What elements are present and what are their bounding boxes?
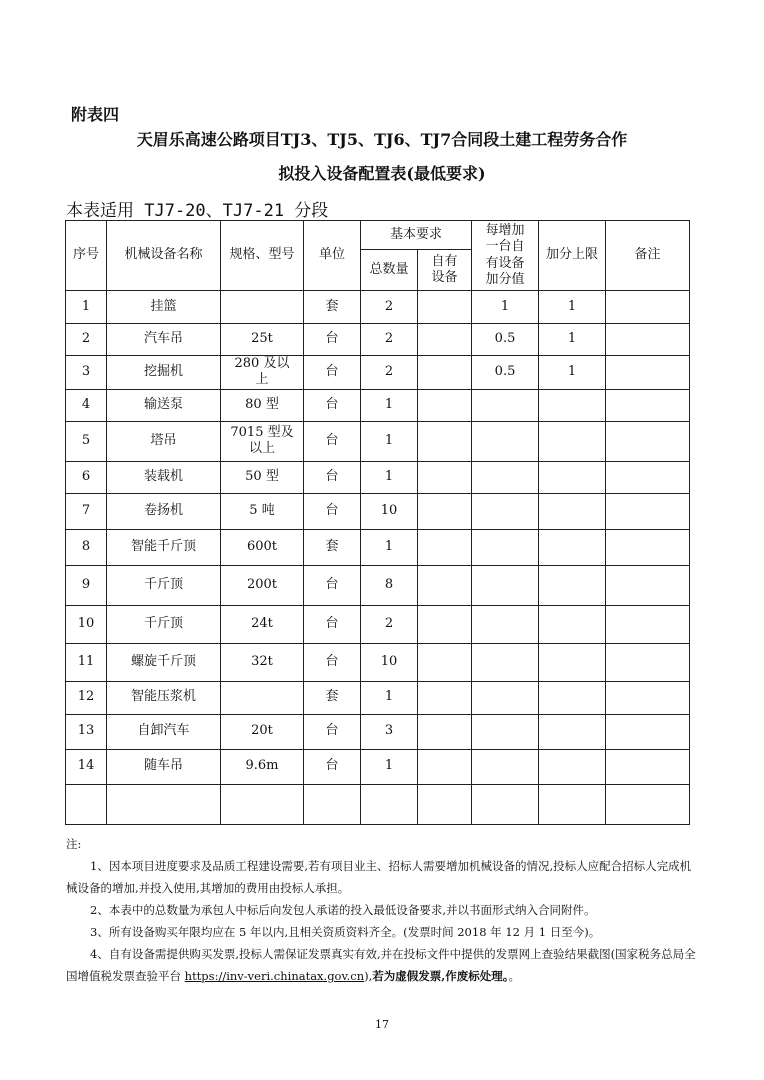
cell-unit: 台: [304, 493, 361, 529]
cell-spec: [221, 681, 304, 714]
header-name: 机械设备名称: [107, 221, 221, 291]
cell-cap: [539, 643, 606, 681]
header-bonus-per-unit: 每增加一台自有设备加分值: [472, 221, 539, 291]
cell-spec: 280 及以上: [221, 356, 304, 390]
cell-cap: [539, 749, 606, 784]
table-row: [66, 356, 690, 390]
header-total-qty: 总数量: [361, 250, 418, 291]
cell-own: [418, 784, 472, 824]
cell-bonus: 0.5: [472, 324, 539, 356]
cell-cap: [539, 529, 606, 565]
cell-remarks: [606, 493, 690, 529]
cell-remarks: [606, 565, 690, 605]
cell-seq: 3: [66, 356, 107, 390]
cell-name: 千斤顶: [107, 605, 221, 643]
note-item-4-warning: 若为虚假发票,作废标处理。: [372, 969, 509, 983]
notes-section: [66, 833, 696, 987]
cell-own: [418, 421, 472, 461]
cell-bonus: 1: [472, 291, 539, 324]
cell-cap: [539, 421, 606, 461]
cell-unit: [304, 784, 361, 824]
cell-qty: 10: [361, 643, 418, 681]
cell-name: 塔吊: [107, 421, 221, 461]
cell-qty: 1: [361, 461, 418, 493]
cell-own: [418, 461, 472, 493]
cell-cap: 1: [539, 291, 606, 324]
equipment-table: [65, 220, 690, 825]
cell-own: [418, 643, 472, 681]
header-own-equipment: 自有设备: [418, 250, 472, 291]
cell-unit: 台: [304, 565, 361, 605]
cell-bonus: [472, 421, 539, 461]
cell-unit: 台: [304, 714, 361, 749]
note-item-2: 2、本表中的总数量为承包人中标后向发包人承诺的投入最低设备要求,并以书面形式纳入合同附件。: [90, 903, 596, 917]
cell-own: [418, 565, 472, 605]
cell-bonus: [472, 784, 539, 824]
cell-bonus: [472, 714, 539, 749]
cell-remarks: [606, 324, 690, 356]
cell-seq: 11: [66, 643, 107, 681]
cell-cap: [539, 605, 606, 643]
cell-remarks: [606, 714, 690, 749]
table-row: [66, 784, 690, 824]
cell-name: [107, 784, 221, 824]
cell-qty: 2: [361, 605, 418, 643]
cell-spec: 80 型: [221, 389, 304, 421]
cell-seq: 1: [66, 291, 107, 324]
cell-own: [418, 291, 472, 324]
cell-unit: 台: [304, 421, 361, 461]
cell-cap: [539, 681, 606, 714]
cell-unit: 台: [304, 389, 361, 421]
cell-name: 智能压浆机: [107, 681, 221, 714]
cell-unit: 台: [304, 605, 361, 643]
cell-name: 装载机: [107, 461, 221, 493]
table-row: [66, 461, 690, 493]
cell-qty: 2: [361, 324, 418, 356]
note-item-4: [66, 943, 696, 987]
header-unit: 单位: [304, 221, 361, 291]
cell-seq: 9: [66, 565, 107, 605]
header-seq: 序号: [66, 221, 107, 291]
cell-spec: 200t: [221, 565, 304, 605]
table-row: [66, 421, 690, 461]
cell-remarks: [606, 356, 690, 390]
header-spec: 规格、型号: [221, 221, 304, 291]
cell-cap: [539, 565, 606, 605]
note-item-3: 3、所有设备购买年限均应在 5 年以内,且相关资质资料齐全。(发票时间 2018 年 12 月 1 日至今)。: [90, 925, 601, 939]
cell-remarks: [606, 421, 690, 461]
table-row: [66, 324, 690, 356]
cell-bonus: [472, 643, 539, 681]
cell-bonus: [472, 529, 539, 565]
appendix-label: 附表四: [71, 105, 120, 124]
cell-own: [418, 493, 472, 529]
cell-seq: 13: [66, 714, 107, 749]
cell-qty: 1: [361, 749, 418, 784]
cell-bonus: [472, 389, 539, 421]
cell-seq: 14: [66, 749, 107, 784]
cell-remarks: [606, 784, 690, 824]
note-item-1: 1、因本项目进度要求及品质工程建设需要,若有项目业主、招标人需要增加机械设备的情况,投标人应配合招标人完成机械设备的增加,并投入使用,其增加的费用由投标人承担。: [66, 859, 692, 895]
cell-name: 螺旋千斤顶: [107, 643, 221, 681]
header-bonus-cap: 加分上限: [539, 221, 606, 291]
note-item-4-text: 4、自有设备需提供购买发票,投标人需保证发票真实有效,并在投标文件中提供的发票网上查验结果截图(国家税务总局全国增值税发票查验平台: [66, 947, 696, 983]
table-row: [66, 643, 690, 681]
cell-seq: 10: [66, 605, 107, 643]
cell-cap: [539, 784, 606, 824]
cell-name: 卷扬机: [107, 493, 221, 529]
cell-unit: 台: [304, 643, 361, 681]
verification-link[interactable]: https://inv-veri.chinatax.gov.cn: [184, 969, 365, 983]
header-basic-requirement: 基本要求: [361, 221, 472, 250]
cell-remarks: [606, 605, 690, 643]
table-row: [66, 605, 690, 643]
cell-unit: 台: [304, 356, 361, 390]
cell-seq: 4: [66, 389, 107, 421]
cell-unit: 套: [304, 291, 361, 324]
table-row: [66, 565, 690, 605]
cell-bonus: [472, 565, 539, 605]
cell-qty: 1: [361, 681, 418, 714]
cell-name: 挂篮: [107, 291, 221, 324]
cell-qty: 1: [361, 529, 418, 565]
table-row: [66, 389, 690, 421]
table-row: [66, 493, 690, 529]
cell-qty: 1: [361, 421, 418, 461]
cell-seq: 12: [66, 681, 107, 714]
cell-own: [418, 356, 472, 390]
table-body: [66, 291, 690, 825]
cell-remarks: [606, 461, 690, 493]
cell-name: 千斤顶: [107, 565, 221, 605]
cell-name: 输送泵: [107, 389, 221, 421]
cell-qty: 8: [361, 565, 418, 605]
cell-seq: 8: [66, 529, 107, 565]
cell-cap: [539, 389, 606, 421]
note-item-4-end: 。: [508, 969, 521, 983]
cell-own: [418, 681, 472, 714]
cell-qty: [361, 784, 418, 824]
cell-bonus: [472, 749, 539, 784]
table-header-row: [66, 221, 690, 250]
cell-cap: 1: [539, 356, 606, 390]
cell-spec: 7015 型及以上: [221, 421, 304, 461]
cell-spec: 50 型: [221, 461, 304, 493]
header-remarks: 备注: [606, 221, 690, 291]
notes-label: 注:: [66, 837, 82, 851]
table-row: [66, 714, 690, 749]
table-row: [66, 681, 690, 714]
cell-own: [418, 714, 472, 749]
cell-seq: 5: [66, 421, 107, 461]
cell-spec: 20t: [221, 714, 304, 749]
table-row: [66, 529, 690, 565]
scope-line: 本表适用 TJ7-20、TJ7-21 分段: [66, 201, 329, 221]
cell-spec: 5 吨: [221, 493, 304, 529]
document-subtitle: 拟投入设备配置表(最低要求): [278, 164, 486, 183]
cell-cap: [539, 493, 606, 529]
cell-seq: 2: [66, 324, 107, 356]
cell-remarks: [606, 291, 690, 324]
cell-own: [418, 605, 472, 643]
cell-unit: 台: [304, 461, 361, 493]
cell-own: [418, 749, 472, 784]
cell-name: 挖掘机: [107, 356, 221, 390]
cell-bonus: [472, 681, 539, 714]
cell-qty: 3: [361, 714, 418, 749]
cell-remarks: [606, 389, 690, 421]
cell-name: 汽车吊: [107, 324, 221, 356]
cell-spec: 25t: [221, 324, 304, 356]
cell-bonus: [472, 461, 539, 493]
cell-cap: 1: [539, 324, 606, 356]
cell-spec: [221, 291, 304, 324]
cell-name: 随车吊: [107, 749, 221, 784]
cell-spec: [221, 784, 304, 824]
cell-spec: 32t: [221, 643, 304, 681]
cell-cap: [539, 714, 606, 749]
cell-own: [418, 324, 472, 356]
cell-remarks: [606, 643, 690, 681]
cell-spec: 600t: [221, 529, 304, 565]
cell-unit: 台: [304, 324, 361, 356]
cell-remarks: [606, 681, 690, 714]
cell-unit: 台: [304, 749, 361, 784]
cell-cap: [539, 461, 606, 493]
page-number: 17: [375, 1018, 389, 1031]
document-title: 天眉乐高速公路项目TJ3、TJ5、TJ6、TJ7合同段土建工程劳务合作: [136, 130, 628, 149]
cell-remarks: [606, 529, 690, 565]
cell-qty: 2: [361, 356, 418, 390]
cell-spec: 9.6m: [221, 749, 304, 784]
cell-bonus: 0.5: [472, 356, 539, 390]
table-row: [66, 749, 690, 784]
cell-own: [418, 389, 472, 421]
cell-bonus: [472, 493, 539, 529]
cell-seq: 6: [66, 461, 107, 493]
cell-remarks: [606, 749, 690, 784]
cell-bonus: [472, 605, 539, 643]
note-item-4-close: ),: [364, 969, 373, 983]
cell-seq: [66, 784, 107, 824]
cell-unit: 套: [304, 681, 361, 714]
cell-qty: 10: [361, 493, 418, 529]
cell-own: [418, 529, 472, 565]
table-row: [66, 291, 690, 324]
cell-name: 自卸汽车: [107, 714, 221, 749]
cell-spec: 24t: [221, 605, 304, 643]
cell-seq: 7: [66, 493, 107, 529]
cell-unit: 套: [304, 529, 361, 565]
cell-qty: 2: [361, 291, 418, 324]
cell-name: 智能千斤顶: [107, 529, 221, 565]
cell-qty: 1: [361, 389, 418, 421]
